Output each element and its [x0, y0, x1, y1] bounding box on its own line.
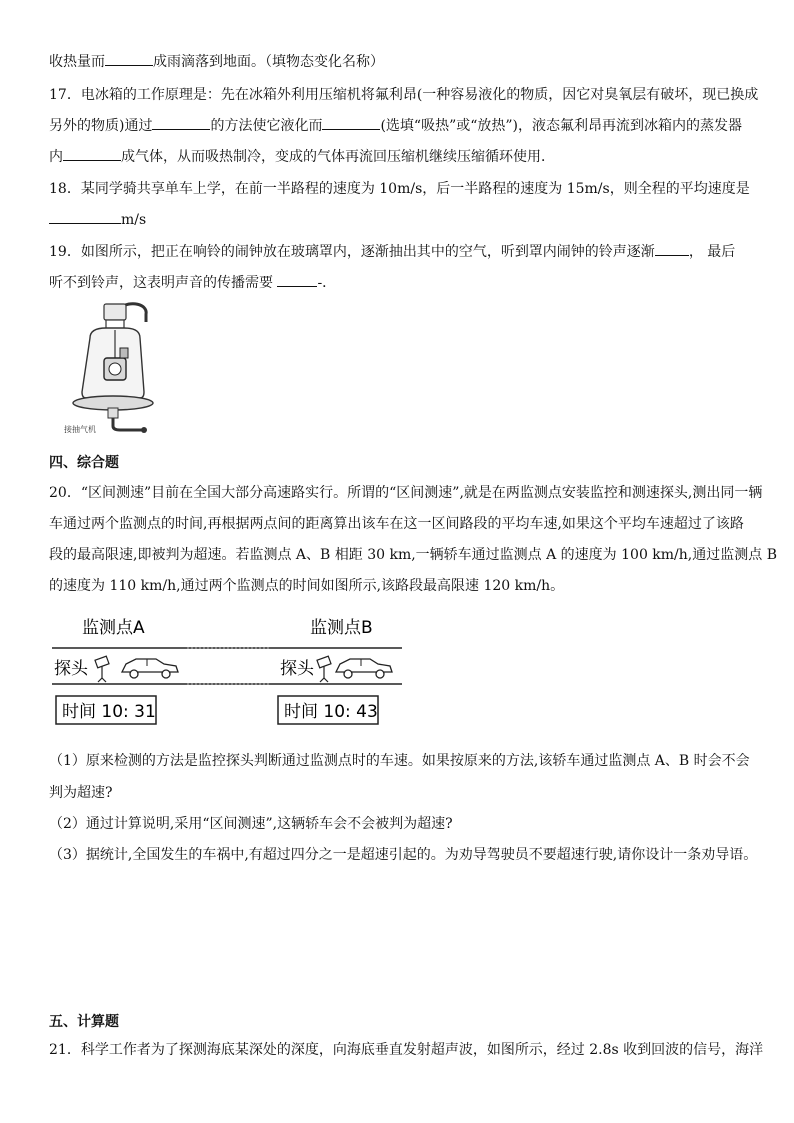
blank-q17-1[interactable]: [152, 114, 210, 130]
probe-b-label: 探头: [280, 659, 314, 679]
blank-q16[interactable]: [105, 50, 153, 66]
probe-a-label: 探头: [54, 659, 88, 679]
blank-q19-2[interactable]: [277, 271, 317, 287]
q16-text-a: 收热量而: [49, 54, 105, 70]
section-4-heading: 四、综合题: [49, 455, 119, 471]
time-a-text: 时间 10: 31: [62, 702, 156, 722]
q19-line-2: [49, 268, 749, 299]
car-a-icon: [122, 659, 178, 678]
q17-text-2b: 的方法使它液化而: [210, 118, 323, 134]
q17-line-2: [49, 111, 749, 142]
q20-line-1: 20．“区间测速”目前在全国大部分高速路实行。所谓的“区间测速”,就是在两监测点安装监控和测速探头,测出同一辆: [49, 485, 763, 501]
camera-a-icon: [95, 656, 109, 682]
q19-text-2a: 听不到铃声，这表明声音的传播需要: [49, 275, 273, 291]
q20-sub1-line-1: （1）原来检测的方法是监控探头判断通过监测点时的车速。如果按原来的方法,该轿车通过监测点 A、B 时会不会: [49, 753, 750, 769]
q18-line-2: [49, 205, 749, 236]
q19-text-1b: ， 最后: [688, 244, 736, 260]
blank-q18[interactable]: [49, 208, 121, 224]
clock-face: [109, 363, 121, 375]
section-5-heading: 五、计算题: [49, 1014, 119, 1030]
q20-sub1-line-2: 判为超速?: [49, 785, 113, 801]
time-b-text: 时间 10: 43: [284, 702, 378, 722]
camera-b-icon: [317, 656, 331, 682]
blank-q17-3[interactable]: [63, 145, 121, 161]
q17-line-1: 17．电冰箱的工作原理是：先在冰箱外利用压缩机将氟利昂(一种容易液化的物质，因它对臭氧层有破坏，现已换成: [49, 87, 759, 103]
air-hose-bottom: [113, 418, 144, 430]
q17-text-2c: (选填“吸热”或“放热”)，液态氟利昂再流到冰箱内的蒸发器: [380, 118, 743, 134]
q17-line-3: [49, 142, 749, 173]
bell-jar-figure: [60, 300, 160, 440]
q17-text-3a: 内: [49, 149, 63, 165]
point-b-title: 监测点B: [310, 618, 373, 638]
car-b-icon: [336, 659, 392, 678]
stopper: [104, 304, 126, 320]
q20-line-3: 段的最高限速,即被判为超速。若监测点 A、B 相距 30 km,一辆轿车通过监测点 A 的速度为 100 km/h,通过监测点 B: [49, 547, 777, 563]
q19-text-1a: 19．如图所示，把正在响铃的闹钟放在玻璃罩内，逐渐抽出其中的空气，听到罩内闹钟的铃声逐渐: [49, 244, 655, 260]
q16-tail: [49, 47, 749, 78]
q19-text-2b: -．: [317, 275, 337, 291]
q17-text-2a: 另外的物质)通过: [49, 118, 153, 134]
q19-line-1: [49, 237, 749, 268]
blank-q19-1[interactable]: [655, 240, 689, 256]
q17-text-3b: 成气体，从而吸热制冷，变成的气体再流回压缩机继续压缩循环使用．: [121, 149, 555, 165]
q20-line-4: 的速度为 110 km/h,通过两个监测点的时间如图所示,该路段最高限速 120 km/h。: [49, 578, 565, 594]
blank-q17-2[interactable]: [322, 114, 380, 130]
clock-bell: [120, 348, 128, 358]
q20-sub3: （3）据统计,全国发生的车祸中,有超过四分之一是超速引起的。为劝导驾驶员不要超速行驶,请你设计一条劝导语。: [49, 847, 758, 863]
q18-unit: m/s: [121, 212, 147, 228]
point-a-title: 监测点A: [82, 618, 145, 638]
pump-label: 接抽气机: [64, 425, 96, 434]
q21-line-1: 21．科学工作者为了探测海底某深处的深度，向海底垂直发射超声波，如图所示，经过 2.8s 收到回波的信号，海洋: [49, 1042, 764, 1058]
q20-line-2: 车通过两个监测点的时间,再根据两点间的距离算出该车在这一区间路段的平均车速,如果这个平均车速超过了该路: [49, 516, 744, 532]
q16-text-b: 成雨滴落到地面。（填物态变化名称）: [153, 54, 384, 70]
speed-check-figure: [52, 608, 412, 738]
q20-sub2: （2）通过计算说明,采用“区间测速”,这辆轿车会不会被判为超速?: [49, 816, 453, 832]
q18-line-1: 18．某同学骑共享单车上学，在前一半路程的速度为 10m/s，后一半路程的速度为 15m/s，则全程的平均速度是: [49, 181, 750, 197]
base-stem: [108, 408, 118, 418]
hose-end: [141, 427, 147, 433]
